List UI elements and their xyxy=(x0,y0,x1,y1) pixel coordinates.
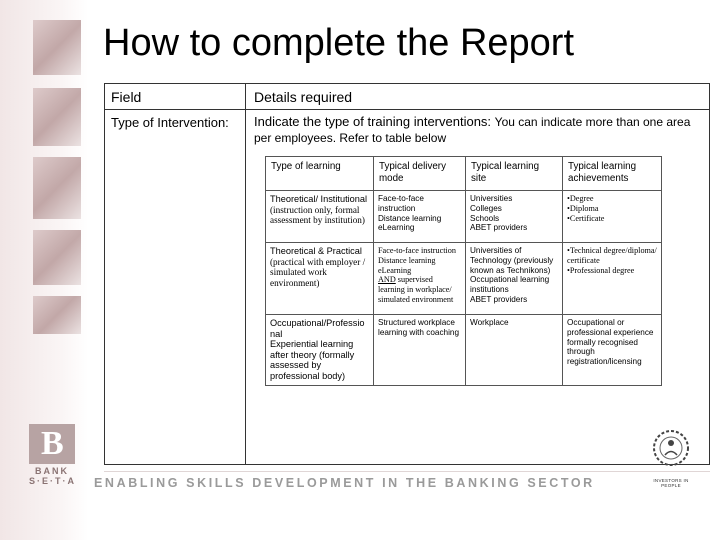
column-header: Typical learning achievements xyxy=(563,157,662,191)
achievement-item: •Diploma xyxy=(567,203,599,213)
learning-type-cell xyxy=(266,191,374,243)
investors-in-people-seal xyxy=(648,428,694,488)
and-emphasis: AND xyxy=(378,275,396,285)
bank-seta-logo xyxy=(29,424,75,490)
slide-title: How to complete the Report xyxy=(103,22,575,64)
logo-mark-icon: B xyxy=(29,424,75,464)
column-divider xyxy=(245,83,246,465)
learning-type-note: Experiential learning after theory (formally assessed by professional body) xyxy=(270,339,355,381)
site-item: ABET providers xyxy=(470,223,528,233)
learning-type-cell xyxy=(266,243,374,315)
learning-type-cell xyxy=(266,315,374,386)
delivery-item: eLearning xyxy=(378,223,415,233)
site-cell xyxy=(466,315,563,386)
sidebar-photo xyxy=(33,230,81,285)
details-header: Details required xyxy=(254,89,353,105)
delivery-item: Structured workplace learning with coaching xyxy=(378,318,460,337)
site-item: ABET providers xyxy=(470,294,528,304)
details-text xyxy=(254,114,706,146)
footer-rule xyxy=(104,471,710,472)
learning-type-note: (practical with employer / simulated work environment) xyxy=(270,256,366,288)
delivery-item: Distance learning xyxy=(378,213,442,223)
learning-type: Theoretical/ Institutional xyxy=(270,194,368,204)
delivery-rest: supervised learning in workplace/ simulated environment xyxy=(378,275,454,304)
delivery-cell xyxy=(374,315,466,386)
site-item: Universities of Technology (previously known as Technikons) xyxy=(470,246,554,275)
details-tail: You can indicate more than one area per employees. Refer to table below xyxy=(254,115,691,145)
footer-tagline: ENABLING SKILLS DEVELOPMENT IN THE BANKING SECTOR xyxy=(94,476,595,490)
column-header: Type of learning xyxy=(266,157,374,191)
seal-caption: INVESTORS IN PEOPLE xyxy=(653,478,689,488)
site-item: Workplace xyxy=(470,318,509,327)
table-row xyxy=(266,191,662,243)
achievement-item: •Professional degree xyxy=(567,265,635,275)
field-label: Type of Intervention: xyxy=(111,115,229,130)
table-row xyxy=(266,315,662,386)
wreath-icon xyxy=(648,428,694,472)
column-header: Typical learning site xyxy=(466,157,563,191)
learning-type: Theoretical & Practical xyxy=(270,246,362,256)
site-cell xyxy=(466,243,563,315)
learning-type: Occupational/Professional xyxy=(270,318,365,339)
delivery-item xyxy=(378,275,461,304)
delivery-cell xyxy=(374,243,466,315)
table-header-row xyxy=(266,157,662,191)
learning-type-note: (instruction only, formal assessment by institution) xyxy=(270,204,365,226)
delivery-cell xyxy=(374,191,466,243)
sidebar-photo xyxy=(33,20,81,75)
sidebar-photo xyxy=(33,296,81,334)
achievements-cell xyxy=(563,191,662,243)
site-item: Occupational learning institutions xyxy=(470,275,550,295)
delivery-item: Face-to-face instruction xyxy=(378,246,456,255)
delivery-item: Face-to-face instruction xyxy=(378,194,424,213)
delivery-item: eLearning xyxy=(378,265,412,275)
sidebar-photo xyxy=(33,88,81,146)
logo-text: BANK S·E·T·A xyxy=(29,466,76,486)
achievement-item: •Degree xyxy=(567,194,594,203)
decorative-sidebar xyxy=(0,0,88,540)
details-lead: Indicate the type of training interventions: xyxy=(254,114,492,129)
field-header: Field xyxy=(111,89,142,105)
achievement-item: •Technical degree/diploma/ certificate xyxy=(567,246,657,265)
achievement-item: •Certificate xyxy=(567,213,605,223)
learning-types-table xyxy=(265,156,662,386)
delivery-item: Distance learning xyxy=(378,255,436,265)
sidebar-photo xyxy=(33,157,81,219)
achievements-cell xyxy=(563,243,662,315)
achievements-cell xyxy=(563,315,662,386)
header-divider xyxy=(104,109,710,110)
site-item: Colleges xyxy=(470,203,502,213)
site-item: Universities xyxy=(470,194,513,203)
column-header: Typical delivery mode xyxy=(374,157,466,191)
site-item: Schools xyxy=(470,213,500,223)
table-row xyxy=(266,243,662,315)
achievement-item: Occupational or professional experience formally recognised through registration/licensing xyxy=(567,318,654,367)
site-cell xyxy=(466,191,563,243)
